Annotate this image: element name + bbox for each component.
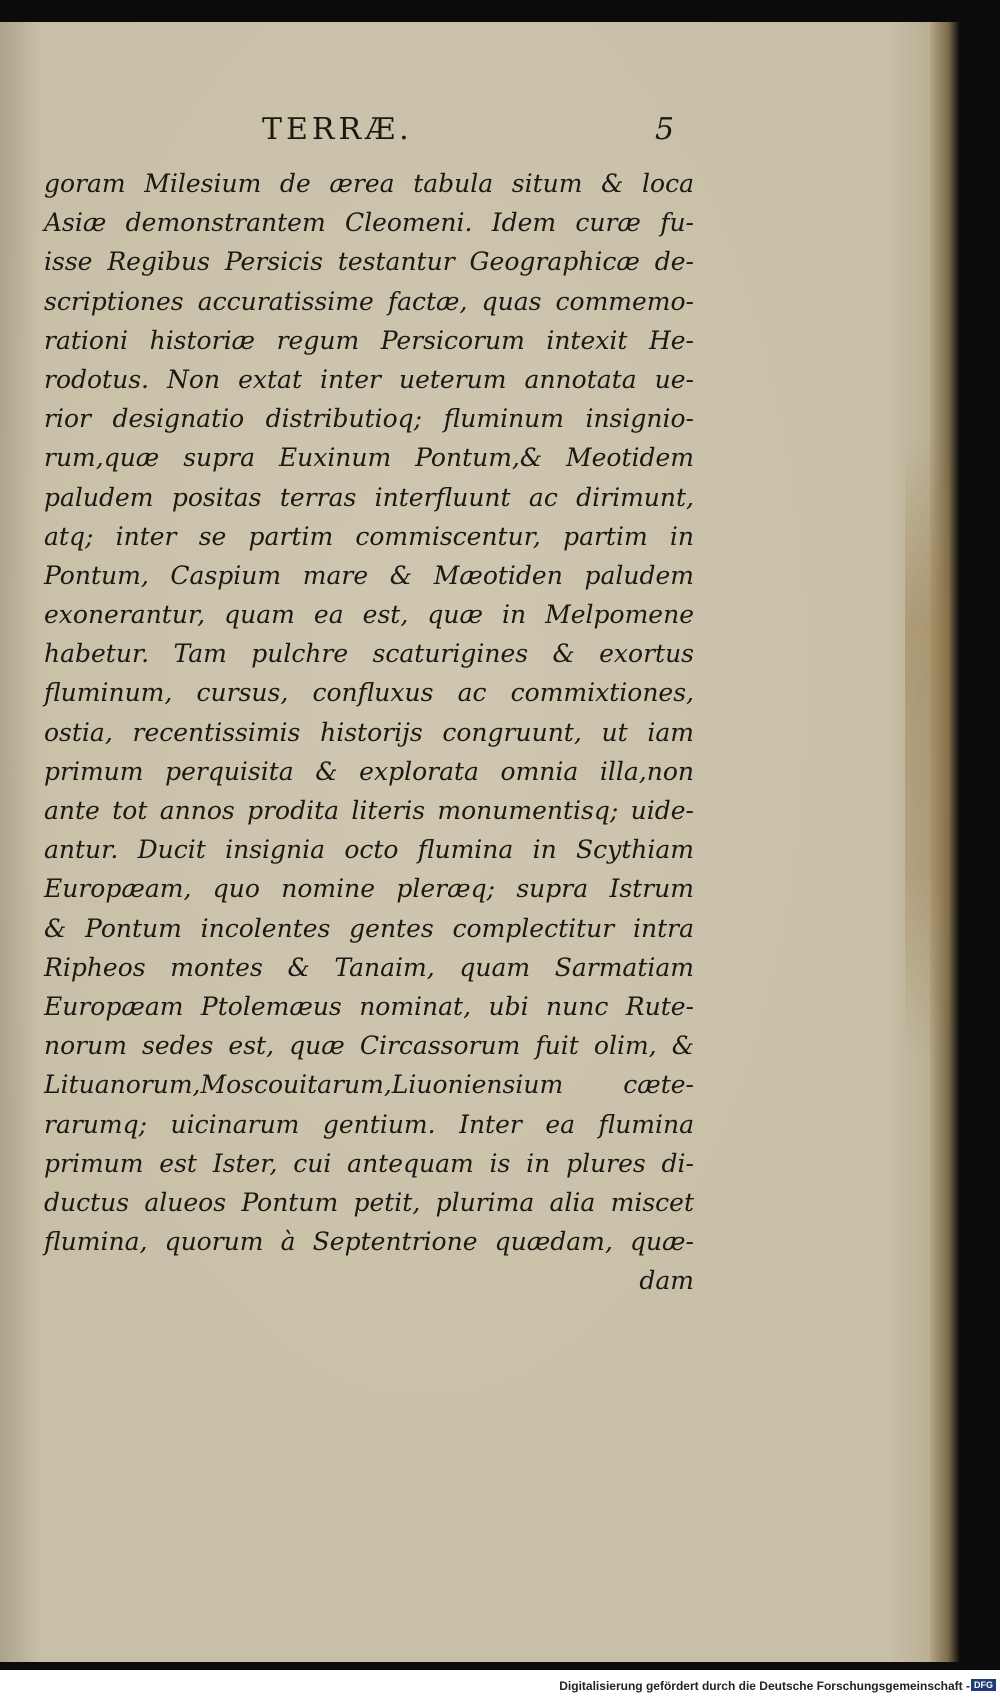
text-line: flumina, quorum à Septentrione quædam, quæ- [44,1227,694,1257]
text-line: Asiæ demonstrantem Cleomeni. Idem curæ fu- [44,208,694,238]
text-line: atq; inter se partim commiscentur, partim in [44,521,694,551]
text-line: habetur. Tam pulchre scaturigines & exortus [44,639,694,669]
text-line: goram Milesium de ærea tabula situm & loca [44,169,694,198]
text-line: scriptiones accuratissime factæ, quas commemo- [44,286,694,316]
text-line: Ripheos montes & Tanaim, quam Sarmatiam [44,952,694,982]
text-line: exonerantur, quam ea est, quæ in Melpomene [44,600,694,630]
dfg-logo: DFG [971,1679,996,1691]
text-line: Lituanorum,Moscouitarum,Liuoniensium cæte- [44,1070,694,1100]
page-stain [905,440,950,1060]
text-line: fluminum, cursus, confluxus ac commixtiones, [44,678,694,708]
running-title: TERRÆ. [262,112,413,147]
text-line: primum est Ister, cui antequam is in plures di- [44,1148,694,1178]
text-line: ductus alueos Pontum petit, plurima alia miscet [44,1187,694,1217]
text-line: primum perquisita & explorata omnia illa,non [44,756,694,786]
text-line: rarumq; uicinarum gentium. Inter ea flumina [44,1109,694,1139]
attribution-footer [0,1670,1000,1704]
text-line: rior designatio distributioq; fluminum insignio- [44,404,694,434]
footer-credit: Digitalisierung gefördert durch die Deutsche Forschungsgemeinschaft - [559,1679,970,1693]
text-line: Europæam Ptolemæus nominat, ubi nunc Rute- [44,991,694,1021]
text-line: Pontum, Caspium mare & Mæotiden paludem [44,560,694,590]
text-line: norum sedes est, quæ Circassorum fuit olim, & [44,1031,694,1061]
text-line: isse Regibus Persicis testantur Geographicæ de- [44,247,694,277]
catchword: dam [639,1266,694,1296]
text-line: paludem positas terras interfluunt ac dirimunt, [44,482,694,512]
text-line: ante tot annos prodita literis monumentisq; uide- [44,796,694,825]
text-line: antur. Ducit insignia octo flumina in Scythiam [44,835,694,865]
text-line: rationi historiæ regum Persicorum intexit He- [44,325,694,355]
book-page [0,22,948,1662]
text-line: Europæam, quo nomine pleræq; supra Istrum [44,874,694,904]
text-line: rodotus. Non extat inter ueterum annotata ue- [44,364,694,394]
text-line: rum,quæ supra Euxinum Pontum,& Meotidem [44,443,694,473]
text-line: ostia, recentissimis historijs congruunt, ut iam [44,717,694,747]
page-number: 5 [655,112,679,147]
text-line: & Pontum incolentes gentes complectitur intra [44,913,694,943]
body-text [44,164,694,1300]
